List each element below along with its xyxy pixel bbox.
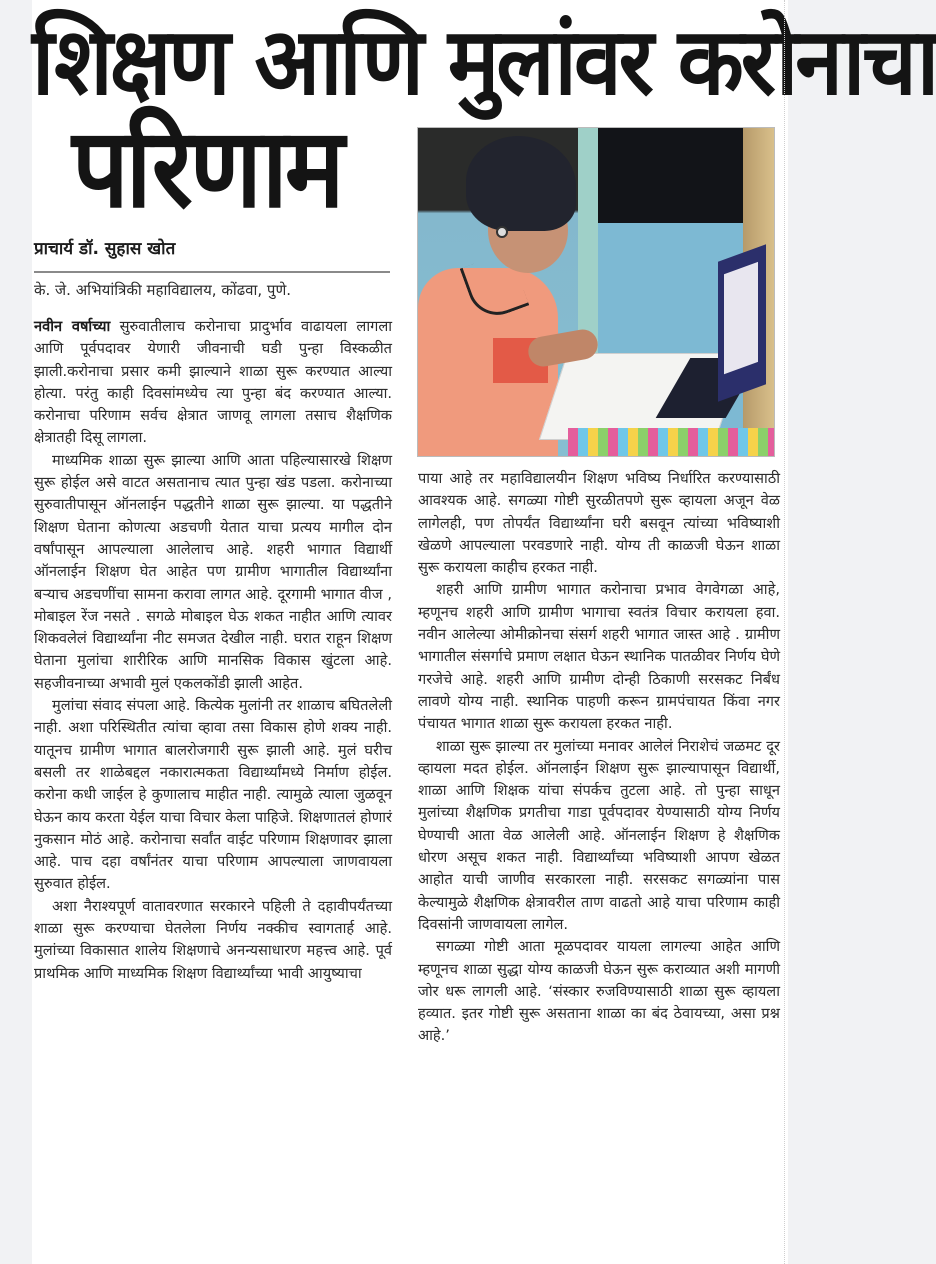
article-column-right: [418, 468, 780, 1048]
page-edge-rule: [784, 0, 785, 1264]
paragraph-8: सगळ्या गोष्टी आता मूळपदावर यायला लागल्या आहेत आणि म्हणूनच शाळा सुद्धा योग्य काळजी घेऊन सुरू कराव्यात अशी मागणी जोर धरू लागली आहे. ‘संस्कार रुजविण्यासाठी शाळा सुरू व्हायला हव्यात. इतर गोष्टी सुरू असताना शाळा का बंद ठेवायच्या, असा प्रश्न आहे.’: [418, 938, 780, 1045]
headline-line-1: शिक्षण आणि मुलांवर करोनाचा: [32, 8, 936, 117]
article-column-left: [34, 316, 392, 985]
photo-boy-hair: [466, 136, 576, 231]
paragraph-2: माध्यमिक शाळा सुरू झाल्या आणि आता पहिल्यासारखे शिक्षण सुरू होईल असे वाटत असतानाच त्यात पुन्हा खंड पडला. करोनाच्या सुरुवातीपासून ऑनलाईन पद्धतीने शाळा सुरू झाल्या. या पद्धतीने शिक्षण घेताना कोणत्या अडचणी येतात याचा प्रत्यय मागील दोन वर्षांपासून आपल्याला आलेलाच आहे. शहरी भागात विद्यार्थी ऑनलाईन शिक्षण घेत आहेत पण ग्रामीण भागातील विद्यार्थ्यांना बऱ्याच अडचणींचा सामना करावा लागत आहे. दूरगामी भागात वीज , मोबाइल रेंज नसते . सगळे मोबाइल घेऊ शकत नाहीत आणि त्यावर शिकवलेलं विद्यार्थ्यांना नीट समजत देखील नाही. घरात राहून शिक्षण घेताना मुलांचा शारीरिक आणि मानसिक विकास खुंटला आहे. सहजीवनाच्या अभावी मुलं एकलकोंडी झाली आहेत.: [34, 451, 392, 692]
paragraph-4: अशा नैराश्यपूर्ण वातावरणात सरकारने पहिली ते दहावीपर्यंतच्या शाळा सुरू करण्याचा घेतलेला निर्णय नक्कीच स्वागतार्ह आहे. मुलांच्या विकासात शालेय शिक्षणाचे अनन्यसाधारण महत्त्व आहे. पूर्व प्राथमिक आणि माध्यमिक शिक्षण विद्यार्थ्यांच्या भावी आयुष्याचा: [34, 897, 392, 982]
earphone-icon: [496, 226, 508, 238]
photo-alphabet-mat: [568, 428, 774, 456]
article-photo: [417, 127, 775, 457]
photo-window: [598, 128, 743, 223]
lead-in-bold: नवीन वर्षाच्या: [34, 318, 111, 335]
headline-line-2: परिणाम: [72, 103, 342, 233]
paragraph-1: [34, 316, 392, 450]
paragraph-7: शाळा सुरू झाल्या तर मुलांच्या मनावर आलेलं निराशेचं जळमट दूर व्हायला मदत होईल. ऑनलाईन शिक्षण सुरू झाल्यापासून विद्यार्थी, शाळा आणि शिक्षक यांचा संपर्कच तुटला आहे. तो पुन्हा साधून मुलांच्या शैक्षणिक प्रगतीचा गाडा पूर्वपदावर येण्यासाठी योग्य निर्णय घेण्याची आता वेळ आलेली आहे. ऑनलाईन शिक्षण हे शैक्षणिक धोरण असूच शकत नाही. विद्यार्थ्यांच्या भविष्याशी आपण खेळत आहोत याची जाणीव सरकारला नाही. सरसकट सगळ्यांना पास केल्यामुळे शैक्षणिक क्षेत्रावरील ताण वाढतो आहे याचा परिणाम काही दिवसांनी जाणवायला लागेल.: [418, 737, 780, 933]
photo-laptop-display: [724, 262, 758, 374]
paragraph-3: मुलांचा संवाद संपला आहे. कित्येक मुलांनी तर शाळाच बघितलेली नाही. अशा परिस्थितीत त्यांचा व्हावा तसा विकास होणे शक्य नाही. यातूनच ग्रामीण भागात बालरोजगारी सुरू झाली आहे. मुलं घरीच बसली तर शाळेबद्दल नकारात्मकता विद्यार्थ्यांमध्ये निर्माण होईल. करोना कधी जाईल हे कुणालाच माहीत नाही. त्यामुळे त्याला जुळवून घेऊन काय करता येईल याचा विचार केला पाहिजे. शिक्षणातलं होणारं नुकसान मोठं आहे. करोनाचा सर्वांत वाईट परिणाम शिक्षणावर झाला आहे. पाच दहा वर्षांनंतर याचा परिणाम आपल्याला जाणवायला सुरुवात होईल.: [34, 697, 392, 893]
newspaper-clipping: [32, 0, 936, 1264]
paragraph-6: शहरी आणि ग्रामीण भागात करोनाचा प्रभाव वेगवेगळा आहे, म्हणूनच शहरी आणि ग्रामीण भागाचा स्वतंत्र विचार करायला हवा. नवीन आलेल्या ओमीक्रोनचा संसर्ग शहरी भागात जास्त आहे . ग्रामीण भागातील संसर्गाचे प्रमाण लक्षात घेऊन स्थानिक पातळीवर निर्णय घेणे गरजेचे आहे. शहरी आणि ग्रामीण दोन्ही ठिकाणी सरसकट निर्बंध लावणे योग्य नाही. स्थानिक पाहणी करून ग्रामपंचायत किंवा नगर पंचायत भागात शाळा सुरू करायला हरकत नाही.: [418, 581, 780, 733]
byline-divider: [34, 271, 390, 273]
author-byline: प्राचार्य डॉ. सुहास खोत: [34, 239, 176, 259]
paragraph-5: पाया आहे तर महाविद्यालयीन शिक्षण भविष्य निर्धारित करण्यासाठी आवश्यक आहे. सगळ्या गोष्टी सुरळीतपणे सुरू व्हायला अजून वेळ लागेलही, पण तोपर्यंत विद्यार्थ्यांना घरी बसवून त्यांच्या भविष्याशी खेळणे आपल्याला परवडणारे नाही. योग्य ती काळजी घेऊन शाळा सुरू करायला काहीच हरकत नाही.: [418, 470, 780, 577]
paragraph-text: सुरुवातीलाच करोनाचा प्रादुर्भाव वाढायला लागला आणि पूर्वपदावर येणारी जीवनाची घडी पुन्हा विस्कळीत झाली.करोनाचा प्रसार कमी झाल्याने शाळा सुरू करण्यात आल्या होत्या. परंतु काही दिवसांमध्येच त्या पुन्हा बंद करण्यात आल्या. करोनाचा परिणाम सर्वच क्षेत्रात जाणवू लागला तसाच शैक्षणिक क्षेत्रातही दिसू लागला.: [34, 318, 393, 447]
author-affiliation: के. जे. अभियांत्रिकी महाविद्यालय, कोंढवा, पुणे.: [34, 281, 292, 299]
